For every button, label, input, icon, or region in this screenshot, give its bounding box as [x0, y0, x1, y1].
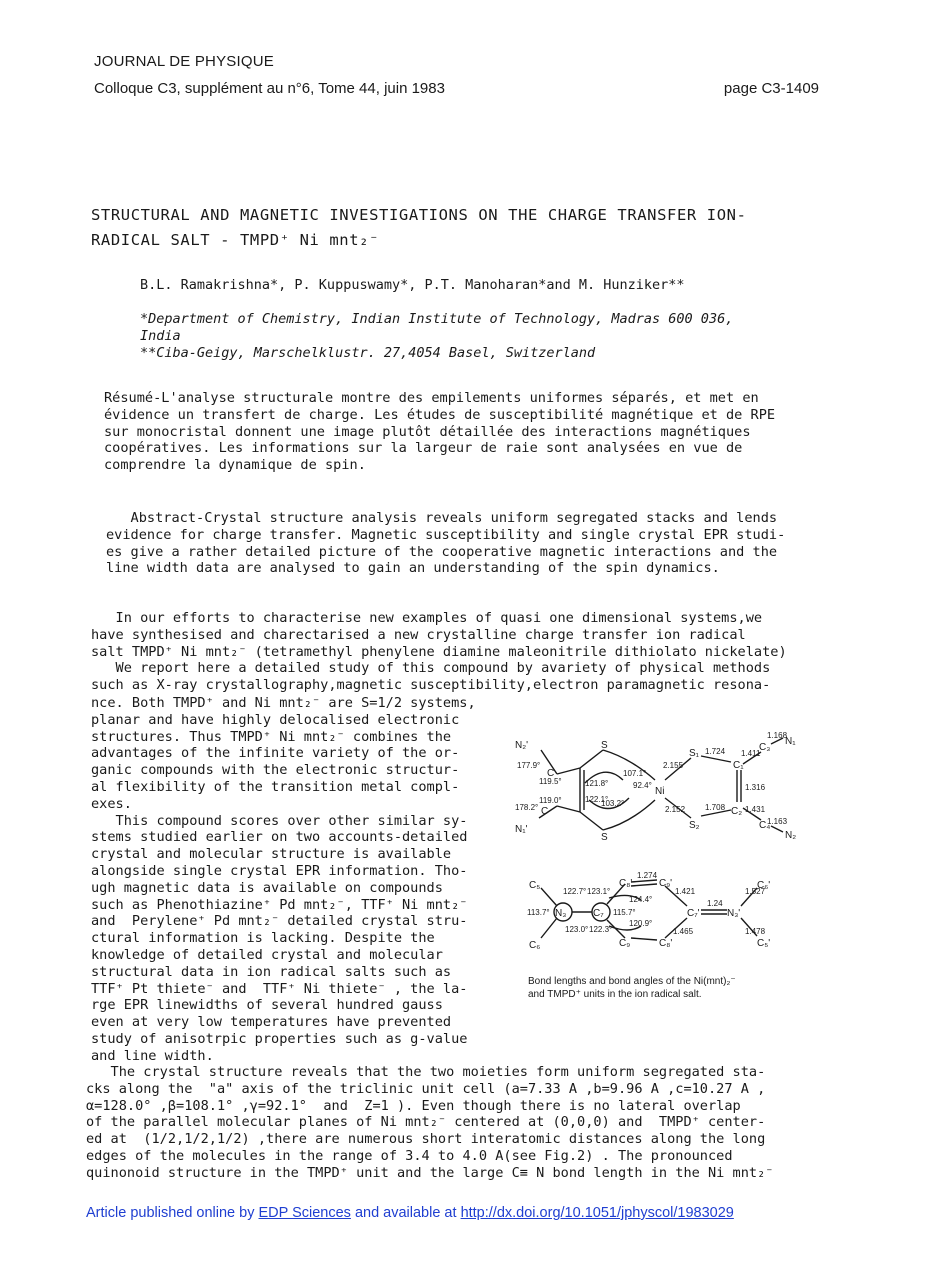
- bond-value: 119.0°: [539, 796, 562, 805]
- bond-value: 122.1°: [585, 795, 609, 804]
- atom-label: C: [541, 806, 549, 817]
- page-number: page C3-1409: [723, 80, 819, 97]
- publication-footer: [86, 1205, 734, 1221]
- atom-label: C₈': [619, 878, 633, 889]
- figure-caption: Bond lengths and bond angles of the Ni(mnt)₂⁻ and TMPD⁺ units in the ion radical salt.: [528, 976, 736, 1000]
- bond-value: 1.168: [767, 731, 788, 740]
- atom-label: S₁: [689, 748, 700, 759]
- bond-value: 1.708: [705, 803, 726, 812]
- resume-paragraph: Résumé-L'analyse structurale montre des empilements uniformes séparés, et met en évidence un transfert de charge. Les études de susceptibilité magnétique et de RPE sur monocristal donnent une image plutôt détaillée des interactions magnétiques coopératives. Les informations sur la largeur de raie sont analysées en vue de comprendre la dynamique de spin.: [104, 390, 776, 474]
- atom-label: C₈': [659, 938, 673, 949]
- atom-label: C₅': [757, 938, 771, 949]
- affiliations: *Department of Chemistry, Indian Institute of Technology, Madras 600 036, India **Ciba-Geigy, Marschelklustr. 27,4054 Basel, Switzerland: [140, 311, 734, 361]
- paper-title: STRUCTURAL AND MAGNETIC INVESTIGATIONS ON THE CHARGE TRANSFER ION- RADICAL SALT - TMPD⁺ Ni mnt₂⁻: [91, 206, 747, 249]
- atom-label: C₆: [529, 940, 541, 951]
- atom-label: C₉': [659, 878, 673, 889]
- bond-value: 1.431: [745, 805, 766, 814]
- bond-value: 2.155: [663, 761, 684, 770]
- bond-value: 1.163: [767, 817, 788, 826]
- bond-value: 2.152: [665, 805, 686, 814]
- ni-mnt-structure-figure: [505, 728, 805, 843]
- atom-label: C: [547, 768, 555, 779]
- bond-value: 119.5°: [539, 777, 562, 786]
- body-intro: In our efforts to characterise new examples of quasi one dimensional systems,we have synthesised and charectarised a new crystalline charge transfer ion radical salt TMPD⁺ Ni mnt₂⁻ (tetramethyl phenylene diamine maleonitrile dithiolato nickelate) We report here a detailed study of this compound by avariety of physical methods such as X-ray crystallography,magnetic susceptibility,electron paramagnetic resona-: [91, 610, 787, 694]
- atom-label: N₁: [785, 736, 796, 747]
- atom-label: C₃: [759, 742, 771, 753]
- bond-value: 122.3°: [589, 925, 613, 934]
- atom-label: C₇: [593, 908, 604, 919]
- bond-value: 1.411: [741, 749, 761, 758]
- bond-value: 1.465: [673, 927, 694, 936]
- atom-label: C₄: [759, 820, 771, 831]
- body-left-column: nce. Both TMPD⁺ and Ni mnt₂⁻ are S=1/2 systems, planar and have highly delocalised electronic structures. Thus TMPD⁺ Ni mnt₂⁻ combines the advantages of the infinite variety of the or- ganic compounds with the electronic structur- al flexibility of the transition metal compl- exes. This compound scores over other similar sy- stems studied earlier on two accounts-detailed crystal and molecular structure is available alongside single crystal EPR information. Tho- ugh magnetic data is available on compounds such as Phenothiazine⁺ Pd mnt₂⁻, TTF⁺ Ni mnt₂⁻ and Perylene⁺ Pd mnt₂⁻ detailed crystal stru- ctural information is lacking. Despite the knowledge of detailed crystal and molecular structural data in ion radical salts such as TTF⁺ Pt thiete⁻ and TTF⁺ Ni thiete⁻ , the la- rge EPR linewidths of several hundred gauss even at very low temperatures have prevented study of anisotrpic properties such as g-value and line width.: [91, 695, 476, 1064]
- bond-value: 115.7°: [613, 908, 636, 917]
- bond-value: 123.1°: [587, 887, 611, 896]
- atom-label: N₂': [515, 740, 529, 751]
- atom-label: C₂: [731, 806, 743, 817]
- atom-label: S₂: [689, 820, 700, 831]
- bond-value: 92.4°: [633, 781, 652, 790]
- bond-value: 124.4°: [629, 895, 653, 904]
- bond-value: 1.724: [705, 747, 726, 756]
- atom-label: N₃: [555, 908, 567, 919]
- atom-label: C₅: [529, 880, 541, 891]
- issue-info: Colloque C3, supplément au n°6, Tome 44, juin 1983: [94, 80, 445, 97]
- atom-label: S: [601, 832, 608, 843]
- bond-value: 1.24: [707, 899, 723, 908]
- atom-label: N₁': [515, 824, 528, 835]
- journal-name: JOURNAL DE PHYSIQUE: [94, 53, 274, 70]
- footer-prefix: Article published online by: [86, 1205, 259, 1221]
- doi-link[interactable]: http://dx.doi.org/10.1051/jphyscol/1983029: [460, 1205, 734, 1221]
- bond-value: 122.7°: [563, 887, 587, 896]
- atom-label: C₉: [619, 938, 631, 949]
- atom-label: S: [601, 740, 608, 751]
- atom-label: N₃': [727, 908, 741, 919]
- bond-value: 177.9°: [517, 761, 541, 770]
- abstract-paragraph: Abstract-Crystal structure analysis reveals uniform segregated stacks and lends evidence for charge transfer. Magnetic susceptibility and single crystal EPR studi- es give a rather detailed picture of the cooperative magnetic interactions and the line width data are analysed to gain an understanding of the spin dynamics.: [106, 510, 786, 577]
- bond-value: 123.0°: [565, 925, 589, 934]
- atom-label: N₂: [785, 830, 797, 841]
- footer-middle: and available at: [350, 1205, 461, 1221]
- body-continuation: The crystal structure reveals that the two moieties form uniform segregated sta- cks along the "a" axis of the triclinic unit cell (a=7.33 A ,b=9.96 A ,c=10.27 A , α=128.0° ,β=108.1° ,γ=92.1° and Z=1 ). Even though there is no lateral overlap of the parallel molecular planes of Ni mnt₂⁻ centered at (0,0,0) and TMPD⁺ center- ed at (1/2,1/2,1/2) ,there are numerous short interatomic distances along the long edges of the molecules in the range of 3.4 to 4.0 A(see Fig.2) . The pronounced quinonoid structure in the TMPD⁺ unit and the large C≡ N bond length in the Ni mnt₂⁻: [86, 1064, 774, 1181]
- bond-value: 1.274: [637, 871, 658, 880]
- bond-value: 103.2°: [601, 799, 625, 808]
- bond-value: 1.478: [745, 927, 766, 936]
- bond-value: 1.527: [745, 887, 766, 896]
- bond-value: 107.1°: [623, 769, 647, 778]
- publisher-link[interactable]: EDP Sciences: [258, 1205, 351, 1221]
- atom-label: C₁: [733, 760, 744, 771]
- atom-label: C₇': [687, 908, 700, 919]
- bond-value: 1.421: [675, 887, 696, 896]
- bond-value: 113.7°: [527, 908, 550, 917]
- tmpd-structure-figure: [505, 868, 805, 958]
- atom-label: C₆': [757, 880, 771, 891]
- bond-value: 121.8°: [585, 779, 609, 788]
- bond-value: 1.316: [745, 783, 766, 792]
- bond-value: 178.2°: [515, 803, 539, 812]
- author-list: B.L. Ramakrishna*, P. Kuppuswamy*, P.T. Manoharan*and M. Hunziker**: [140, 277, 685, 293]
- bond-value: 120.9°: [629, 919, 653, 928]
- atom-label: Ni: [655, 786, 665, 797]
